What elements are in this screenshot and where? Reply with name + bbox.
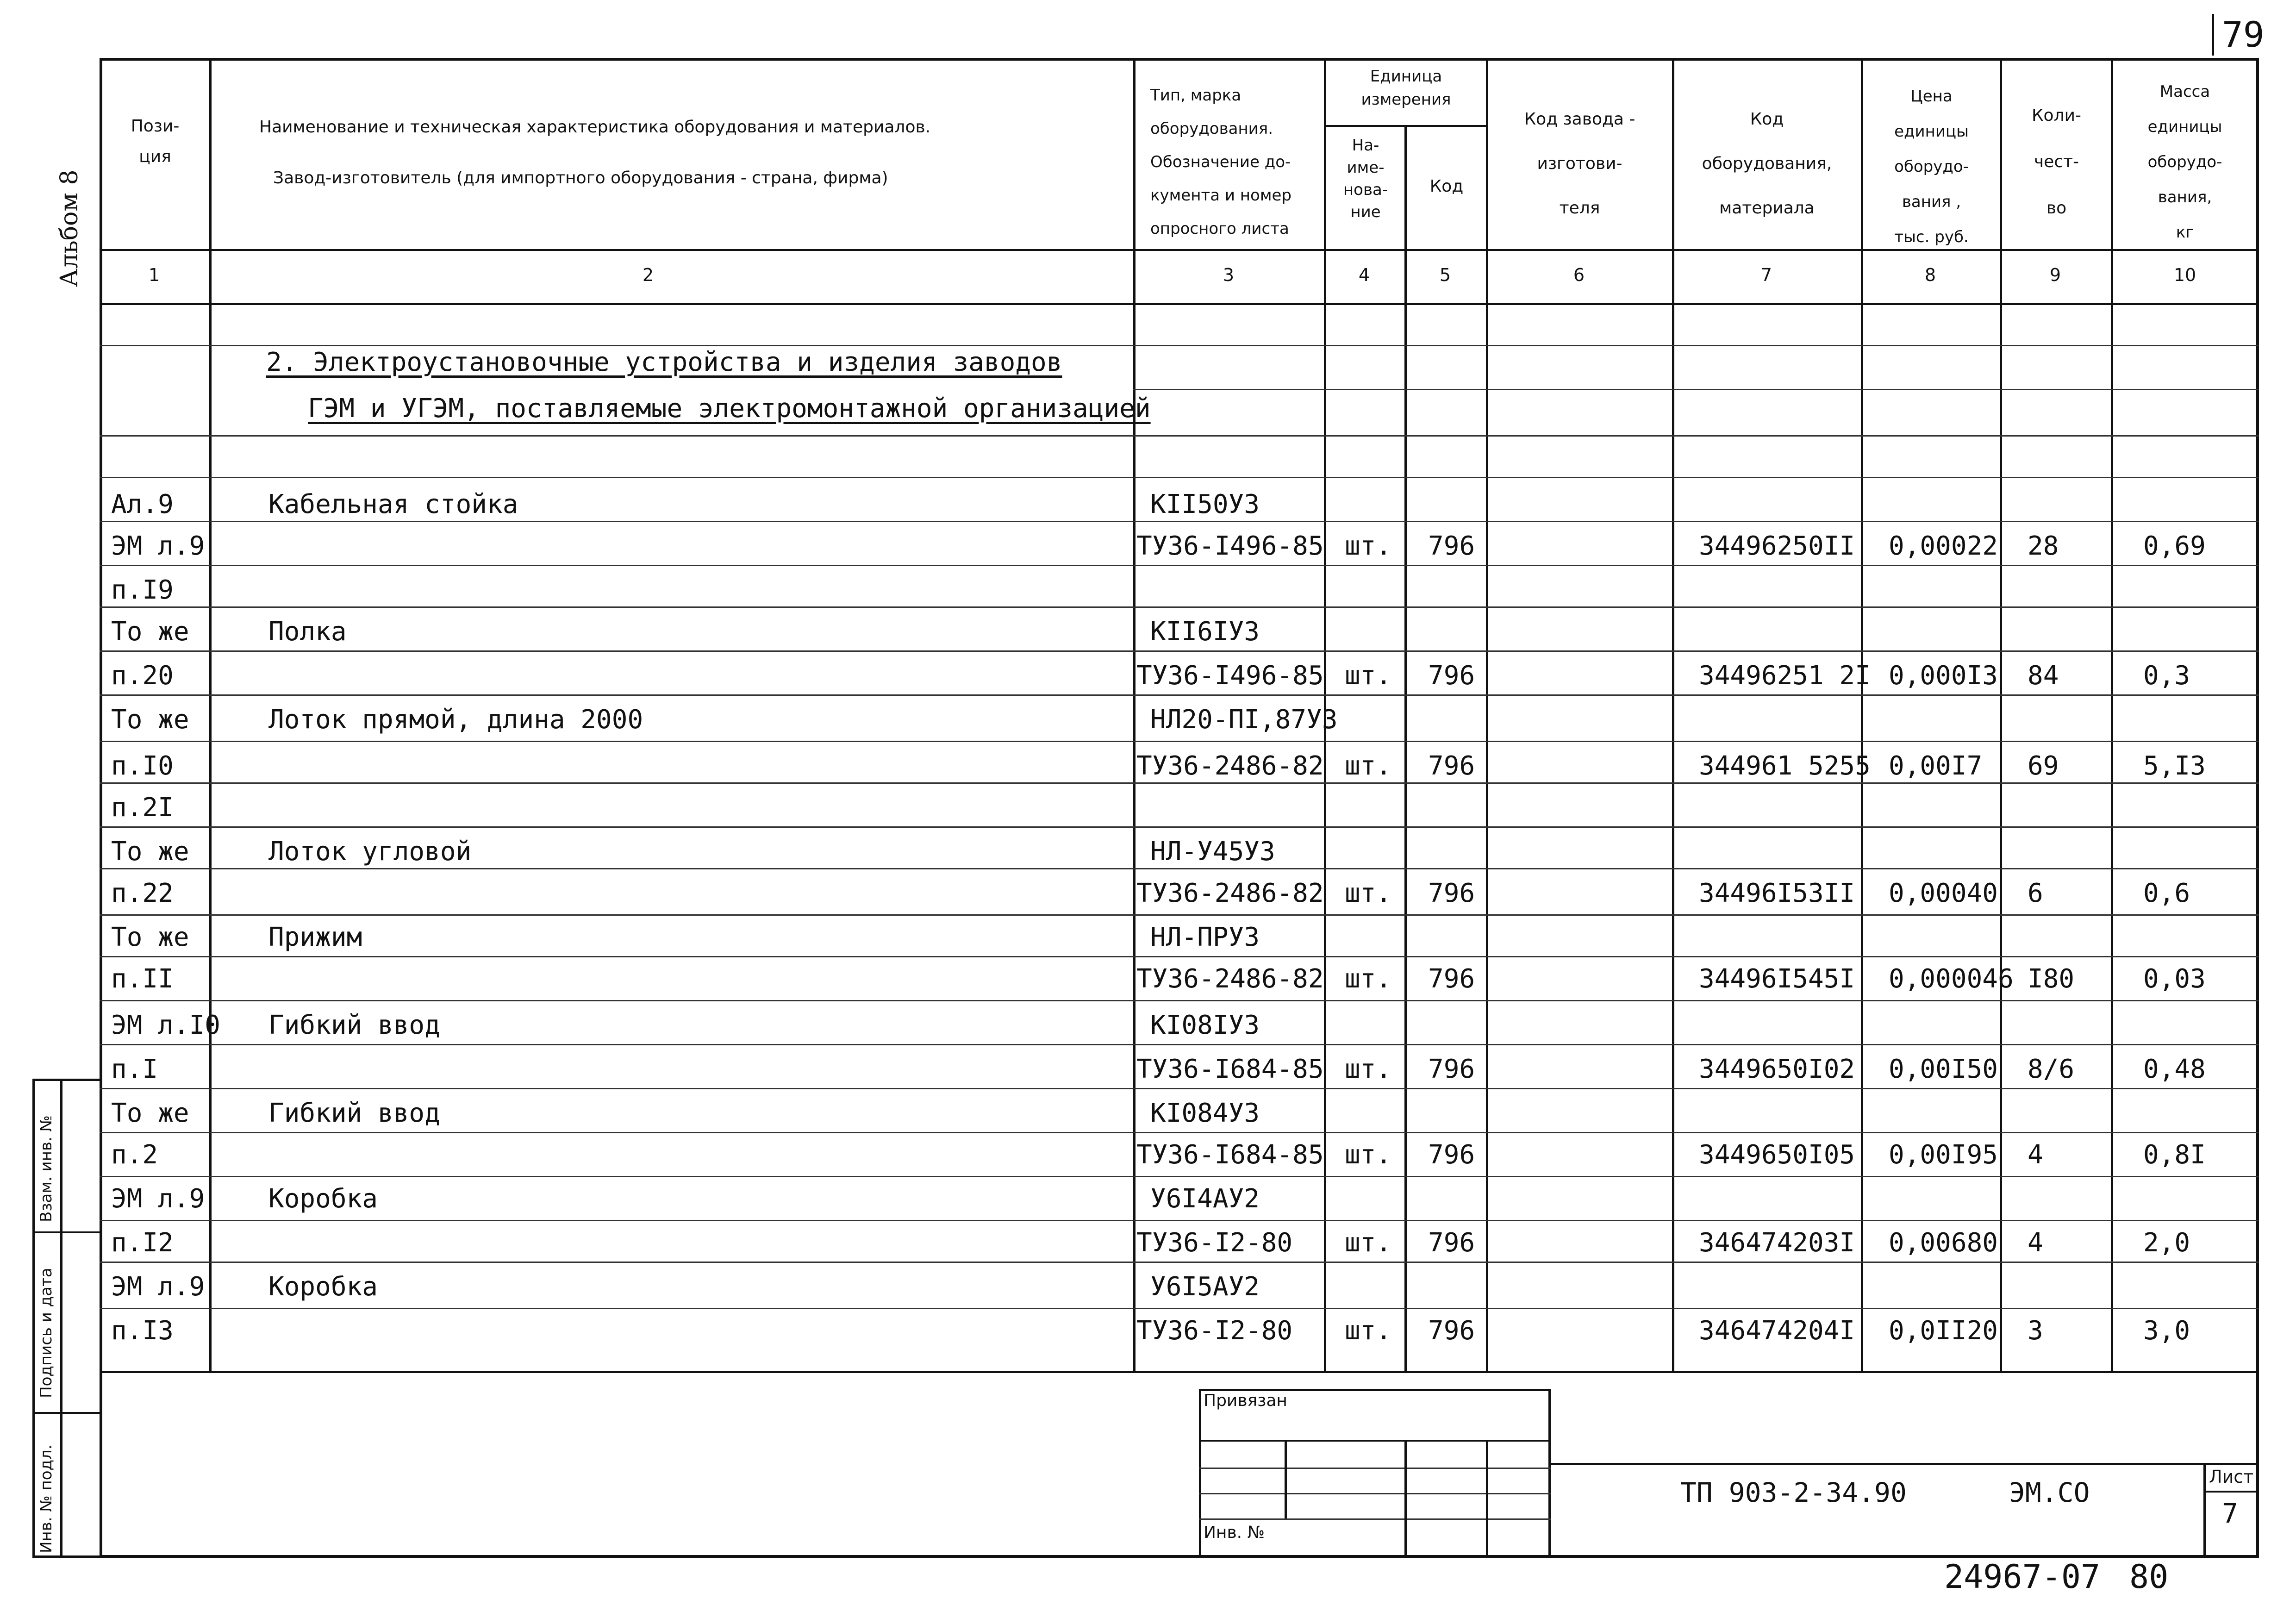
cell-pos: То же xyxy=(111,705,189,735)
cell-pos: п.II xyxy=(111,964,174,994)
cell-unit: шт. xyxy=(1345,1228,1392,1258)
header-col-2: Наименование и техническая характеристика оборудования и материалов. Завод-изготовитель (для импортного оборудования - страна, фирма) xyxy=(259,118,931,187)
document-code: ТП 903-2-34.90 xyxy=(1680,1477,1907,1508)
footer-page-number: 80 xyxy=(2129,1558,2169,1596)
cell-unit: шт. xyxy=(1345,1316,1392,1346)
cell-type: ТУ36-2486-82 xyxy=(1136,878,1324,908)
cell-pos: ЭМ л.9 xyxy=(111,531,205,561)
cell-pos: п.I2 xyxy=(111,1228,174,1258)
cell-unit: шт. xyxy=(1345,751,1392,781)
cell-code: 796 xyxy=(1428,1228,1475,1258)
cell-qty: 8/6 xyxy=(2028,1054,2075,1084)
side-label-signature-date: Подпись и дата xyxy=(37,1268,56,1398)
cell-pos: То же xyxy=(111,837,189,867)
cell-type: КI08IУЗ xyxy=(1150,1010,1260,1040)
footer-archive-number: 24967-07 xyxy=(1944,1558,2101,1596)
cell-unit: шт. xyxy=(1345,531,1392,561)
cell-unit: шт. xyxy=(1345,1140,1392,1170)
document-mark: ЭМ.СО xyxy=(2009,1477,2090,1508)
privyazan-label: Привязан xyxy=(1204,1391,1287,1410)
cell-pos: п.20 xyxy=(111,661,174,691)
cell-type: КII50УЗ xyxy=(1150,489,1260,519)
side-label-vzam-inv: Взам. инв. № xyxy=(37,1115,56,1222)
cell-name: Гибкий ввод xyxy=(268,1098,440,1128)
cell-code: 796 xyxy=(1428,1054,1475,1084)
cell-price: 0,0II20 xyxy=(1889,1316,1998,1346)
side-label-inv-podl: Инв. № подл. xyxy=(37,1444,56,1553)
cell-mcode: 34496I545I xyxy=(1699,964,1855,994)
cell-type: У6I5АУ2 xyxy=(1150,1272,1260,1302)
cell-mcode: 344961 5255 xyxy=(1699,751,1871,781)
cell-price: 0,00I95 xyxy=(1889,1140,1998,1170)
cell-pos: п.2 xyxy=(111,1140,158,1170)
header-col-7: Код оборудования, материала xyxy=(1702,110,1832,218)
header-col-4: На- име- нова- ние xyxy=(1343,136,1388,221)
cell-name: Гибкий ввод xyxy=(268,1010,440,1040)
cell-price: 0,00I7 xyxy=(1889,751,1983,781)
cell-mcode: 3449650I05 xyxy=(1699,1140,1855,1170)
colnum-6: 6 xyxy=(1573,265,1585,285)
cell-mcode: 34496250II xyxy=(1699,531,1855,561)
cell-pos: То же xyxy=(111,617,189,647)
cell-type: ТУ36-I496-85 xyxy=(1136,661,1324,691)
album-label: Альбом 8 xyxy=(56,169,83,287)
cell-type: ТУ36-2486-82 xyxy=(1136,751,1324,781)
header-col-5: Код xyxy=(1429,177,1464,196)
cell-mass: 0,3 xyxy=(2143,661,2190,691)
cell-qty: 69 xyxy=(2028,751,2059,781)
colnum-10: 10 xyxy=(2173,265,2196,285)
cell-pos: п.22 xyxy=(111,878,174,908)
colnum-5: 5 xyxy=(1439,265,1451,285)
cell-type: ТУ36-I496-85 xyxy=(1136,531,1324,561)
colnum-8: 8 xyxy=(1924,265,1936,285)
cell-qty: 84 xyxy=(2028,661,2059,691)
cell-qty: 4 xyxy=(2028,1228,2043,1258)
cell-code: 796 xyxy=(1428,964,1475,994)
section-title-line-1: 2. Электроустановочные устройства и изделия заводов xyxy=(266,347,1062,377)
colnum-9: 9 xyxy=(2049,265,2061,285)
cell-mass: 0,6 xyxy=(2143,878,2190,908)
cell-unit: шт. xyxy=(1345,661,1392,691)
cell-type: ТУ36-2486-82 xyxy=(1136,964,1324,994)
cell-price: 0,00040 xyxy=(1889,878,1998,908)
cell-mass: 0,03 xyxy=(2143,964,2206,994)
cell-type: НЛ-ПРУЗ xyxy=(1150,922,1260,952)
cell-name: Коробка xyxy=(268,1272,378,1302)
colnum-1: 1 xyxy=(148,265,160,285)
cell-mass: 0,69 xyxy=(2143,531,2206,561)
cell-pos: ЭМ л.I0 xyxy=(111,1010,221,1040)
cell-mass: 0,48 xyxy=(2143,1054,2206,1084)
header-col-3: Тип, марка оборудования. Обозначение до- кумента и номер опросного листа xyxy=(1150,86,1292,238)
cell-mcode: 346474204I xyxy=(1699,1316,1855,1346)
header-col-9: Коли- чест- во xyxy=(2032,106,2081,218)
cell-name: Лоток прямой, длина 2000 xyxy=(268,705,643,735)
header-col-8: Цена единицы оборудо- вания , тыс. руб. xyxy=(1894,87,1969,246)
cell-mcode: 34496I53II xyxy=(1699,878,1855,908)
cell-type: КI084УЗ xyxy=(1150,1098,1260,1128)
cell-type: ТУ36-I684-85 xyxy=(1136,1140,1324,1170)
inv-label: Инв. № xyxy=(1204,1523,1265,1542)
cell-price: 0,000046 xyxy=(1889,964,2014,994)
header-col-10: Масса единицы оборудо- вания, кг xyxy=(2147,82,2222,242)
cell-type: НЛ20-ПI,87УЗ xyxy=(1150,705,1338,735)
cell-mcode: 346474203I xyxy=(1699,1228,1855,1258)
section-title-line-2: ГЭМ и УГЭМ, поставляемые электромонтажной организацией xyxy=(308,394,1151,424)
cell-code: 796 xyxy=(1428,531,1475,561)
cell-pos: п.I9 xyxy=(111,575,174,605)
cell-mass: 0,8I xyxy=(2143,1140,2206,1170)
cell-code: 796 xyxy=(1428,1316,1475,1346)
colnum-7: 7 xyxy=(1760,265,1772,285)
cell-price: 0,00680 xyxy=(1889,1228,1998,1258)
cell-name: Полка xyxy=(268,617,347,647)
cell-type: ТУ36-I2-80 xyxy=(1136,1228,1293,1258)
cell-type: ТУ36-I684-85 xyxy=(1136,1054,1324,1084)
colnum-4: 4 xyxy=(1358,265,1370,285)
cell-pos: То же xyxy=(111,922,189,952)
cell-pos: ЭМ л.9 xyxy=(111,1272,205,1302)
sheet-number: 7 xyxy=(2222,1498,2238,1529)
cell-code: 796 xyxy=(1428,661,1475,691)
cell-mass: 3,0 xyxy=(2143,1316,2190,1346)
sheet-label: Лист xyxy=(2209,1467,2254,1487)
cell-name: Коробка xyxy=(268,1184,378,1214)
colnum-2: 2 xyxy=(642,265,654,285)
cell-pos: п.2I xyxy=(111,793,174,823)
cell-mcode: 3449650I02 xyxy=(1699,1054,1855,1084)
cell-code: 796 xyxy=(1428,751,1475,781)
cell-type: НЛ-У45УЗ xyxy=(1150,837,1275,867)
cell-pos: То же xyxy=(111,1098,189,1128)
cell-type: У6I4АУ2 xyxy=(1150,1184,1260,1214)
cell-name: Лоток угловой xyxy=(268,837,472,867)
cell-pos: п.I3 xyxy=(111,1316,174,1346)
cell-mass: 2,0 xyxy=(2143,1228,2190,1258)
cell-code: 796 xyxy=(1428,878,1475,908)
cell-qty: 4 xyxy=(2028,1140,2043,1170)
cell-qty: 3 xyxy=(2028,1316,2043,1346)
cell-price: 0,00I50 xyxy=(1889,1054,1998,1084)
cell-type: КII6IУЗ xyxy=(1150,617,1260,647)
header-unit: Единица измерения xyxy=(1361,67,1451,109)
cell-unit: шт. xyxy=(1345,964,1392,994)
cell-mass: 5,I3 xyxy=(2143,751,2206,781)
cell-unit: шт. xyxy=(1345,1054,1392,1084)
cell-name: Прижим xyxy=(268,922,362,952)
cell-mcode: 34496251 2I xyxy=(1699,661,1871,691)
cell-name: Кабельная стойка xyxy=(268,489,518,519)
cell-price: 0,00022 xyxy=(1889,531,1998,561)
cell-code: 796 xyxy=(1428,1140,1475,1170)
header-col-6: Код завода - изготови- теля xyxy=(1524,110,1635,218)
colnum-3: 3 xyxy=(1223,265,1235,285)
cell-qty: 6 xyxy=(2028,878,2043,908)
cell-qty: I80 xyxy=(2028,964,2075,994)
cell-pos: п.I xyxy=(111,1054,158,1084)
cell-price: 0,000I3 xyxy=(1889,661,1998,691)
header-col-1: Пози- ция xyxy=(131,117,180,166)
cell-pos: п.I0 xyxy=(111,751,174,781)
cell-pos: ЭМ л.9 xyxy=(111,1184,205,1214)
cell-type: ТУ36-I2-80 xyxy=(1136,1316,1293,1346)
cell-qty: 28 xyxy=(2028,531,2059,561)
cell-unit: шт. xyxy=(1345,878,1392,908)
cell-pos: Ал.9 xyxy=(111,489,174,519)
